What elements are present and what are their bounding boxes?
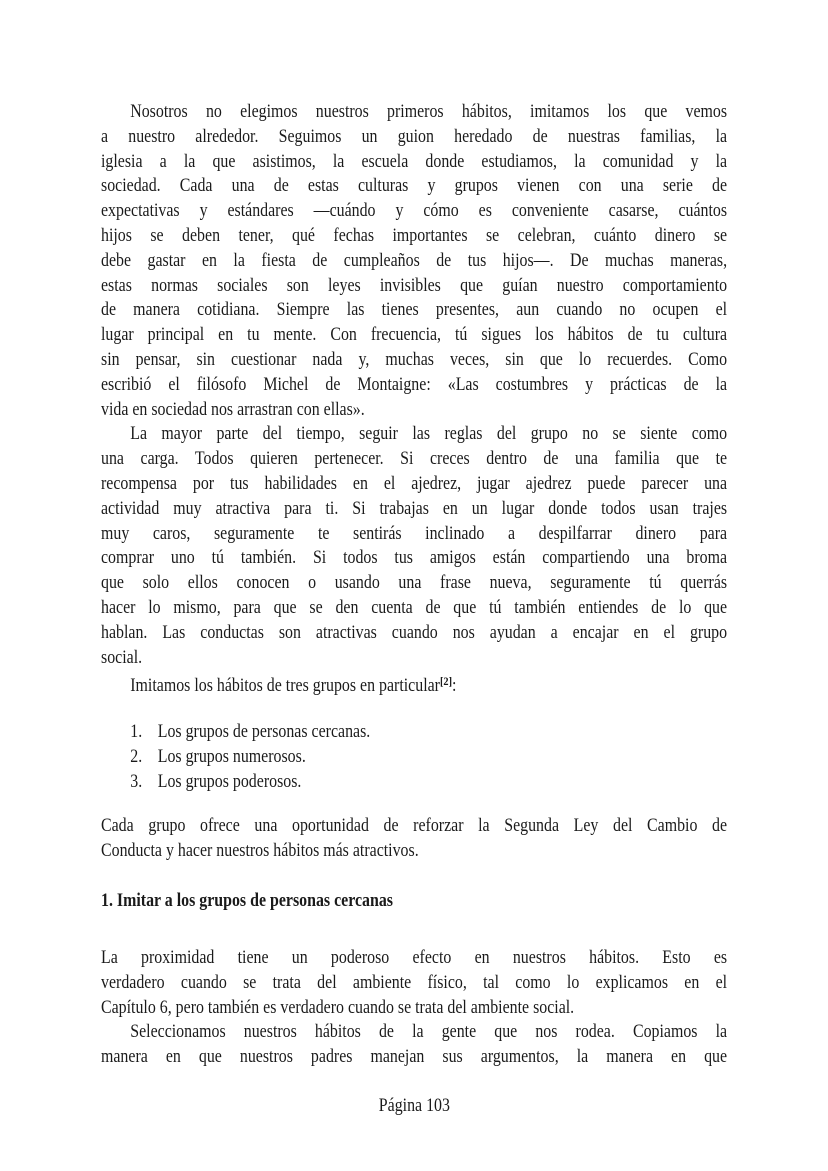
text-line: La mayor parte del tiempo, seguir las reglas del grupo no se siente como bbox=[130, 424, 728, 445]
text-line: actividad muy atractiva para ti. Si trabajas en un lugar donde todos usan trajes bbox=[101, 498, 728, 519]
body-text-bottom bbox=[101, 946, 727, 1070]
text-line: Capítulo 6, pero también es verdadero cuando se trata del ambiente social. bbox=[101, 997, 575, 1018]
list-item bbox=[101, 745, 727, 770]
paragraph bbox=[101, 100, 727, 422]
body-text-top bbox=[101, 100, 727, 670]
summary-paragraph bbox=[101, 814, 727, 864]
text-line: social. bbox=[101, 647, 143, 668]
text-line: iglesia a la que asistimos, la escuela donde estudiamos, la comunidad y la bbox=[101, 151, 728, 172]
paragraph bbox=[101, 1020, 727, 1070]
intro-text: Imitamos los hábitos de tres grupos en particular bbox=[130, 676, 440, 696]
list-item bbox=[101, 770, 727, 795]
section-heading: 1. Imitar a los grupos de personas cercanas bbox=[101, 891, 393, 911]
intro-colon: : bbox=[452, 676, 457, 696]
paragraph bbox=[101, 422, 727, 670]
list-number: 2. bbox=[130, 746, 143, 767]
text-line: a nuestro alrededor. Seguimos un guion heredado de nuestras familias, la bbox=[101, 126, 728, 147]
text-line: manera en que nuestros padres manejan sus argumentos, la manera en que bbox=[101, 1047, 728, 1068]
text-line: debe gastar en la fiesta de cumpleaños de tus hijos—. De muchas maneras, bbox=[101, 250, 728, 271]
text-line: que solo ellos conocen o usando una frase nueva, seguramente tú querrás bbox=[101, 573, 728, 594]
text-line: escribió el filósofo Michel de Montaigne: «Las costumbres y prácticas de la bbox=[101, 374, 728, 395]
list-number: 1. bbox=[130, 722, 143, 742]
intro-line bbox=[101, 674, 727, 699]
section-heading-block bbox=[101, 889, 727, 914]
text-line: una carga. Todos quieren pertenecer. Si creces dentro de una familia que te bbox=[101, 449, 728, 470]
text-line: comprar uno tú también. Si todos tus amigos están compartiendo una broma bbox=[101, 548, 728, 569]
text-line: La proximidad tiene un poderoso efecto en nuestros hábitos. Esto es bbox=[101, 948, 728, 968]
text-line: Nosotros no elegimos nuestros primeros hábitos, imitamos los que vemos bbox=[130, 102, 728, 122]
text-line: lugar principal en tu mente. Con frecuencia, tú sigues los hábitos de tu cultura bbox=[101, 325, 728, 346]
page-footer bbox=[0, 1094, 828, 1118]
text-line: sin pensar, sin cuestionar nada y, muchas veces, sin que lo recuerdes. Como bbox=[101, 349, 728, 370]
list-text: Los grupos numerosos. bbox=[157, 746, 306, 767]
list-item bbox=[101, 720, 727, 745]
text-line: hablan. Las conductas son atractivas cuando nos ayudan a encajar en el grupo bbox=[101, 622, 728, 643]
text-line: muy caros, seguramente te sentirás inclinado a despilfarrar dinero para bbox=[101, 523, 728, 544]
list-text: Los grupos poderosos. bbox=[157, 771, 302, 792]
page-number: Página 103 bbox=[378, 1096, 450, 1116]
text-line: verdadero cuando se trata del ambiente físico, tal como lo explicamos en el bbox=[101, 972, 728, 993]
text-line: expectativas y estándares —cuándo y cómo es conveniente casarse, cuántos bbox=[101, 201, 728, 222]
text-line: sociedad. Cada una de estas culturas y grupos vienen con una serie de bbox=[101, 176, 728, 197]
text-line: Cada grupo ofrece una oportunidad de reforzar la Segunda Ley del Cambio de bbox=[101, 816, 728, 836]
text-line: Seleccionamos nuestros hábitos de la gente que nos rodea. Copiamos la bbox=[130, 1022, 728, 1043]
paragraph bbox=[101, 946, 727, 1020]
text-line: recompensa por tus habilidades en el ajedrez, jugar ajedrez puede parecer una bbox=[101, 473, 728, 494]
text-line: estas normas sociales son leyes invisibles que guían nuestro comportamiento bbox=[101, 275, 728, 296]
footnote-link[interactable]: [2] bbox=[439, 674, 453, 688]
text-line: de manera cotidiana. Siempre las tienes presentes, aun cuando no ocupen el bbox=[101, 300, 728, 321]
numbered-list bbox=[101, 720, 727, 794]
text-line: Conducta y hacer nuestros hábitos más atractivos. bbox=[101, 840, 419, 861]
text-line: hijos se deben tener, qué fechas importantes se celebran, cuánto dinero se bbox=[101, 225, 728, 246]
list-text: Los grupos de personas cercanas. bbox=[157, 722, 371, 742]
text-line: vida en sociedad nos arrastran con ellas». bbox=[101, 399, 365, 420]
text-line: hacer lo mismo, para que se den cuenta de que tú también entiendes de lo que bbox=[101, 597, 728, 618]
list-number: 3. bbox=[130, 771, 143, 792]
